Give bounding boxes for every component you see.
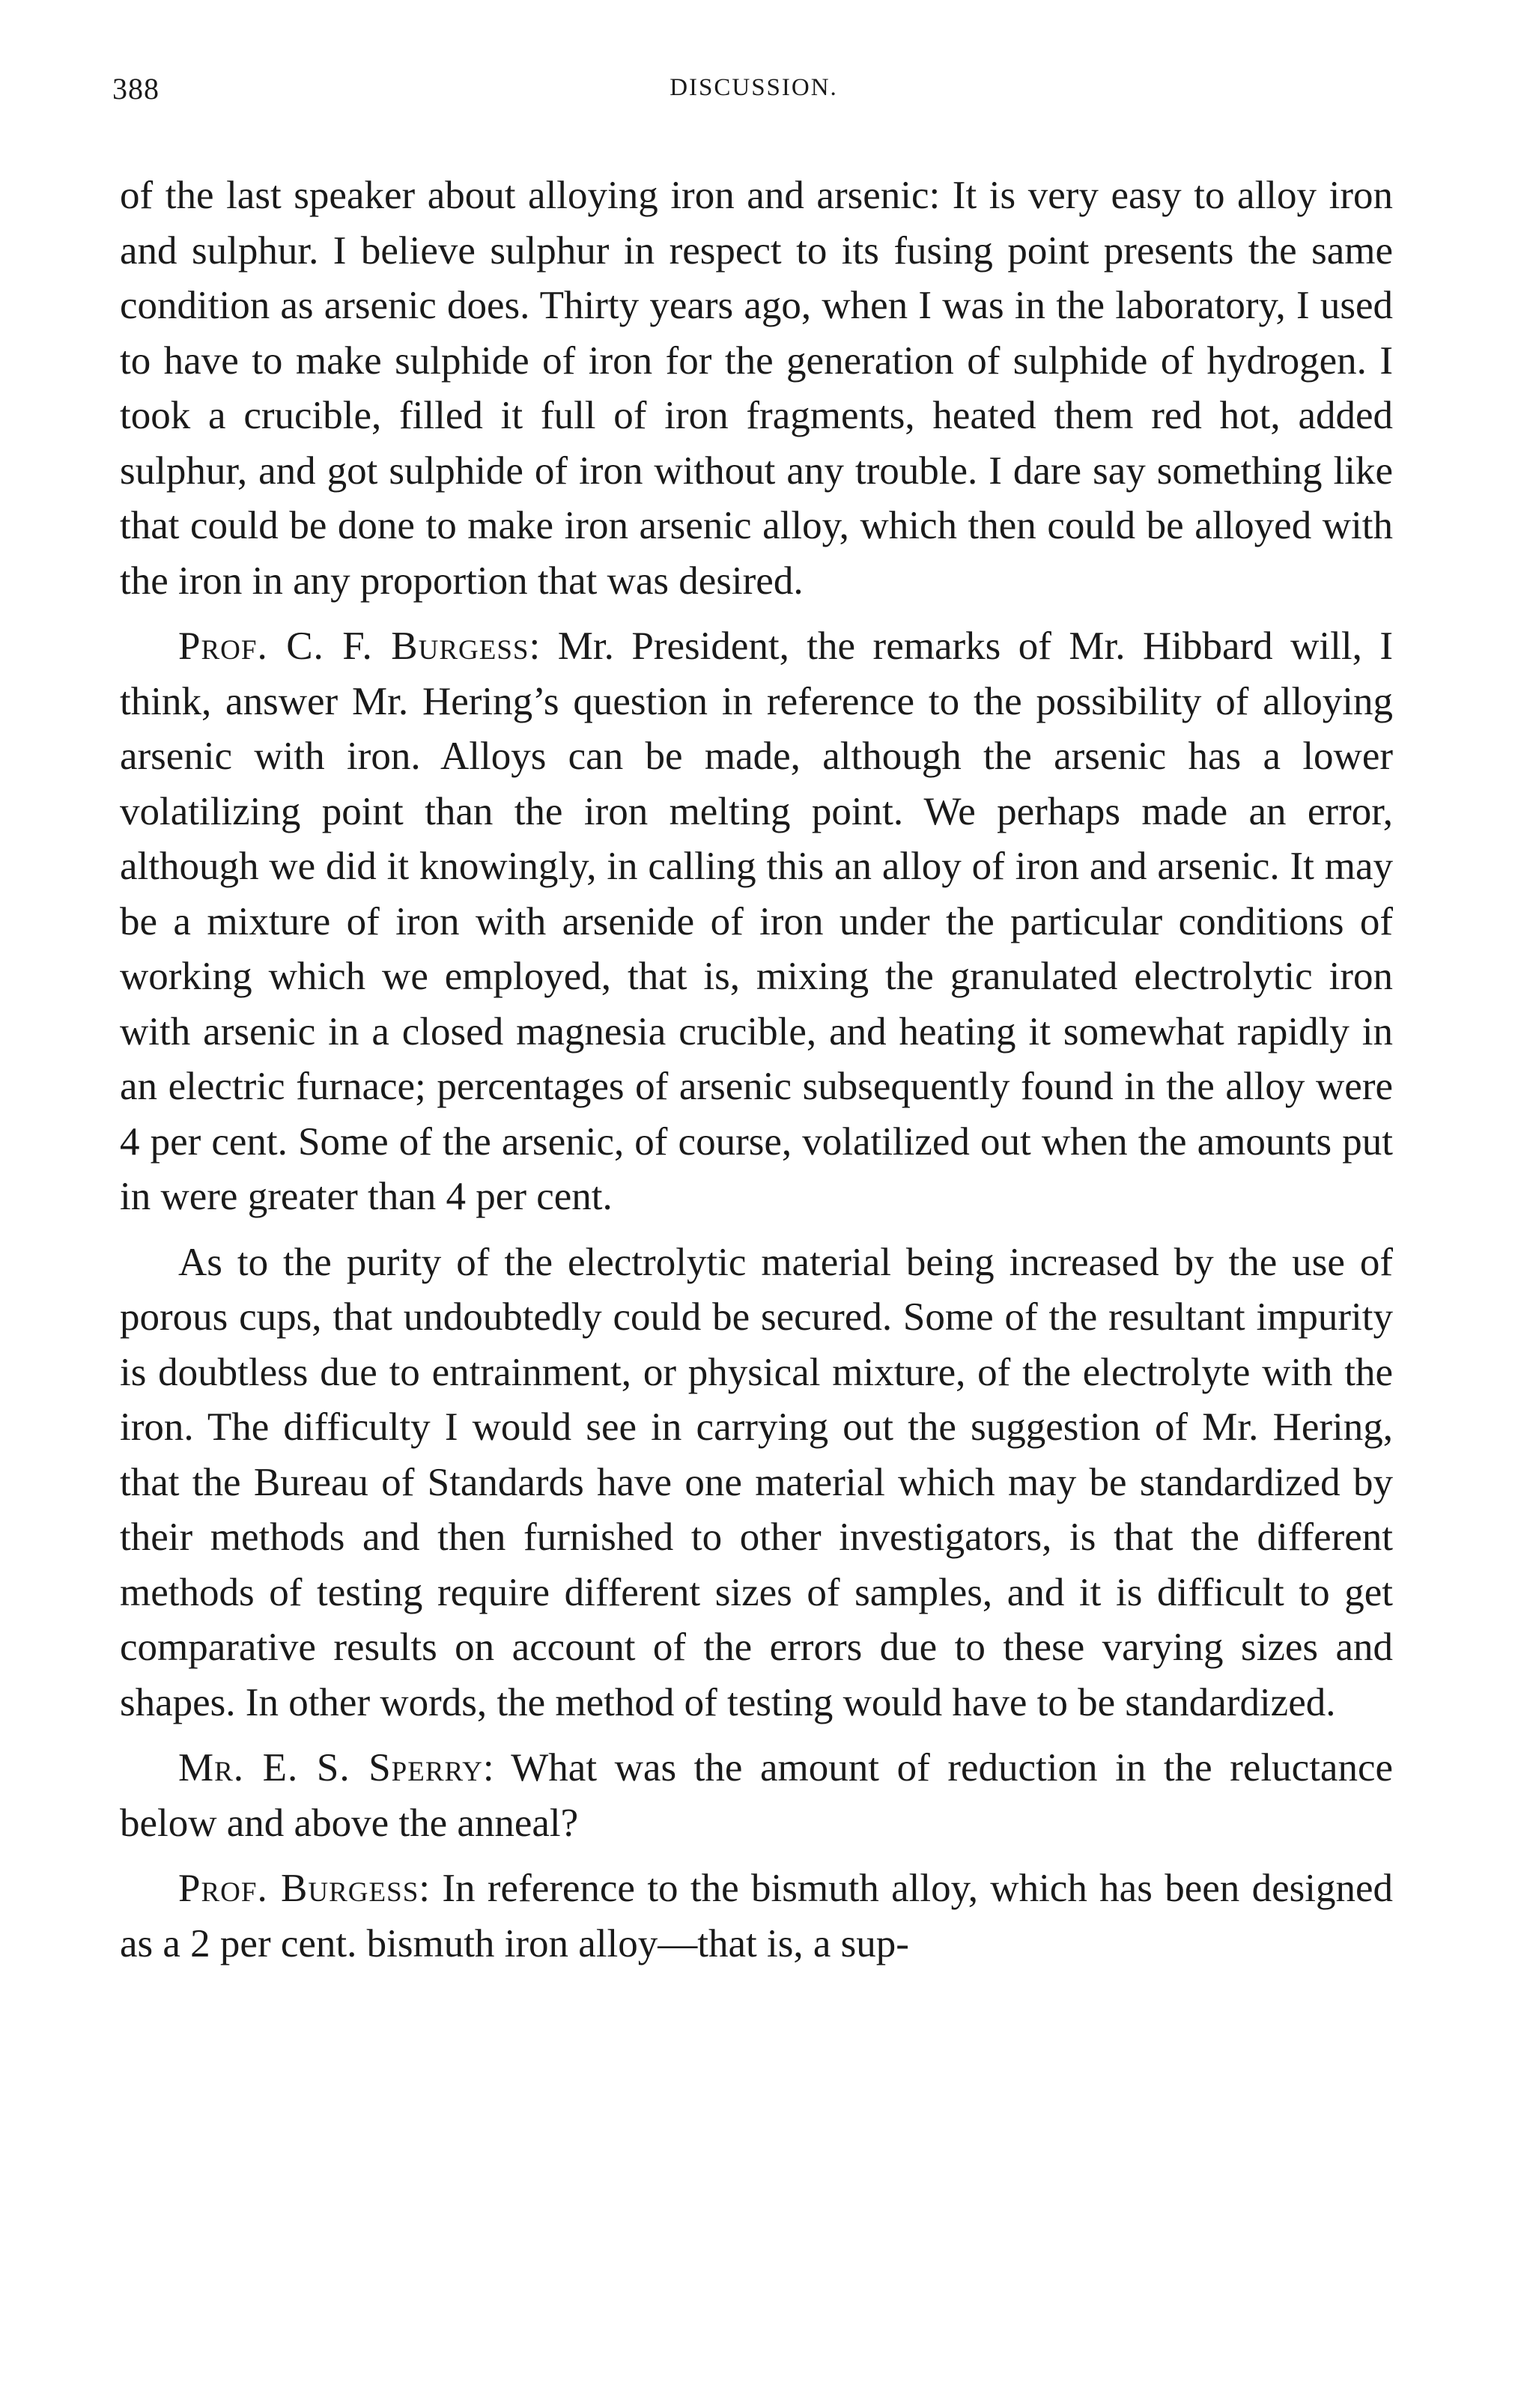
speaker-name: Mr. E. S. Sperry [178, 1746, 483, 1790]
paragraph-burgess-reply [120, 619, 1393, 1225]
running-title: DISCUSSION. [670, 74, 838, 101]
page-number: 388 [112, 72, 160, 106]
speaker-name: Prof. C. F. Burgess [178, 624, 529, 668]
paragraph-text: As to the purity of the electrolytic material being increased by the use of porous cups, that undoubtedly could be secured. Some of the resultant impurity is doubtless due to entrainment, or physical mixture, of the electrolyte with the iron. The difficulty I would see in carrying out the suggestion of Mr. Hering, that the Bureau of Standards have one material which may be standardized by their methods and then furnished to other investigators, is that the different methods of testing require different sizes of samples, and it is difficult to get comparative results on account of the errors due to these varying sizes and shapes. In other words, the method of testing would have to be standardized. [120, 1240, 1393, 1724]
paragraph-continuation [120, 168, 1393, 609]
paragraph-sperry-question [120, 1741, 1393, 1851]
body-text [120, 168, 1393, 1971]
paragraph-burgess-bismuth [120, 1861, 1393, 1971]
speaker-name: Prof. Burgess [178, 1867, 419, 1910]
paragraph-text: : What was the amount of reduction in the reluctance below and above the anneal? [120, 1746, 1393, 1845]
paragraph-text: of the last speaker about alloying iron and arsenic: It is very easy to alloy iron and sulphur. I believe sulphur in respect to its fusing point presents the same condition as arsenic does. Thirty years ago, when I was in the laboratory, I used to have to make sulphide of iron for the generation of sulphide of hydrogen. I took a crucible, filled it full of iron fragments, heated them red hot, added sulphur, and got sulphide of iron without any trouble. I dare say something like that could be done to make iron arsenic alloy, which then could be alloyed with the iron in any proportion that was desired. [120, 174, 1393, 603]
running-head [112, 71, 1395, 116]
paragraph-purity [120, 1235, 1393, 1731]
paragraph-text: : Mr. President, the remarks of Mr. Hibbard will, I think, answer Mr. Hering’s question in reference to the possibility of alloying arsenic with iron. Alloys can be made, although the arsenic has a lower volatilizing point than the iron melting point. We perhaps made an error, although we did it knowingly, in calling this an alloy of iron and arsenic. It may be a mixture of iron with arsenide of iron under the particular conditions of working which we employed, that is, mixing the granulated electrolytic iron with arsenic in a closed magnesia crucible, and heating it somewhat rapidly in an electric furnace; percentages of arsenic subsequently found in the alloy were 4 per cent. Some of the arsenic, of course, volatilized out when the amounts put in were greater than 4 per cent. [120, 624, 1393, 1218]
paragraph-text: : In reference to the bismuth alloy, which has been designed as a 2 per cent. bismuth iron alloy—that is, a sup- [120, 1867, 1393, 1965]
